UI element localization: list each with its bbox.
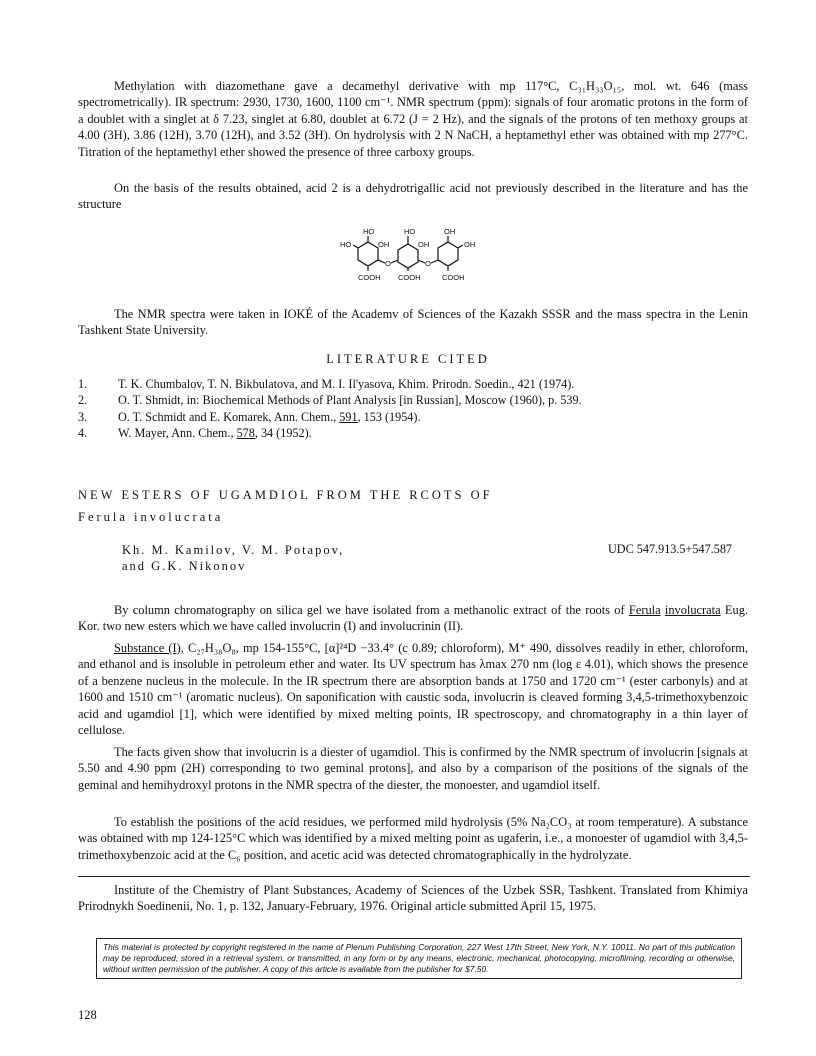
label-cooh-2: COOH bbox=[398, 273, 421, 282]
label-ho-left: HO bbox=[340, 240, 352, 249]
reference-item bbox=[78, 409, 758, 425]
authors-line: and G.K. Nikonov bbox=[122, 559, 247, 573]
literature-cited-heading: LITERATURE CITED bbox=[326, 352, 490, 366]
label-ether-o-2: O bbox=[425, 259, 431, 268]
diester-paragraph: The facts given show that involucrin is a diester of ugamdiol. This is confirmed by the NMR spectrum of involucrin [signals at 5.50 and 4.90 ppm (2H) corresponding to two geminal protons], and also by a comparison of the positions of the signals of the geminal and hemihydroxyl protons in the NMR spectra of the diester, the monoester, and ugamdiol itself. bbox=[78, 745, 748, 792]
institute-footnote: Institute of the Chemistry of Plant Substances, Academy of Sciences of the Uzbek SSR, Tashkent. Translated from Khimiya Prirodnykh Soedinenii, No. 1, p. 132, January-February, 1976. Original article submitted April 15, 1975. bbox=[78, 883, 748, 914]
label-oh-ring1: OH bbox=[378, 240, 390, 249]
article-authors bbox=[122, 542, 344, 574]
reference-number: 3. bbox=[78, 409, 88, 424]
label-cooh-1: COOH bbox=[358, 273, 381, 282]
label-ether-o-1: O bbox=[385, 259, 391, 268]
substance-i-paragraph: Substance (I), C₂₇H₃₈O₈, mp 154-155°C, [α]²⁴D −33.4° (c 0.89; chloroform), M⁺ 490, dissolves readily in ether, chloroform, and ethanol and is insoluble in petroleum ether and water. Its UV spectrum has λmax 270 nm (log ε 4.01), which shows the presence of a benzene nucleus in the molecule. In the IR spectrum there are absorption bands at 1750 and 1720 cm⁻¹ (ester carbonyls) and at 1600 and 1510 cm⁻¹ (aromatic nucleus). On saponification with caustic soda, involucrin is cleaved forming 3,4,5-trimethoxybenzoic acid and ugamdiol [1], which were identified by mixed melting points, IR spectroscopy, and chromatography in a thin layer of cellulose. bbox=[78, 641, 748, 738]
label-ho-top-mid: HO bbox=[404, 227, 416, 236]
reference-text: T. K. Chumbalov, T. N. Bikbulatova, and M. I. Il'yasova, Khim. Prirodn. Soedin., 421 (1974). bbox=[118, 377, 575, 391]
reference-item bbox=[78, 392, 758, 408]
article-title-species: Ferula involucrata bbox=[78, 510, 224, 524]
label-ho-top-left: HO bbox=[363, 227, 375, 236]
reference-text: O. T. Shmidt, in: Biochemical Methods of Plant Analysis [in Russian], Moscow (1960), p. 539. bbox=[118, 393, 582, 408]
copyright-notice: This material is protected by copyright registered in the name of Plenum Publishing Corporation, 227 West 17th Street, New York, N.Y. 10011. No part of this publication may be reproduced, stored in a retrieval system, or transmitted, in any form or by any means, electronic, mechanical, photocopying, microfilming, recording or otherwise, without written permission of the publisher. A copy of this article is available from the publisher for $7.50. bbox=[96, 938, 742, 979]
genus-name: Ferula bbox=[628, 603, 661, 617]
reference-text: O. T. Schmidt and E. Komarek, Ann. Chem., 591, 153 (1954). bbox=[118, 409, 421, 424]
label-oh-top-right: OH bbox=[444, 227, 456, 236]
ring-left bbox=[358, 242, 378, 266]
label-oh-ring2: OH bbox=[418, 240, 430, 249]
dehydrotrigallic-acid-structure bbox=[338, 226, 488, 284]
ring-right bbox=[438, 242, 458, 266]
hydrolysis-paragraph: To establish the positions of the acid residues, we performed mild hydrolysis (5% Na₂CO₃ at room temperature). A substance was obtained with mp 124-125°C which was identified by a mixed melting point as ugaferin, i.e., a monoester of ugamdiol with 3,4,5-trimethoxybenzoic acid at the C₆ position, and acetic acid was detected chromatographically in the hydrolyzate. bbox=[78, 815, 748, 862]
label-cooh-3: COOH bbox=[442, 273, 465, 282]
reference-item bbox=[78, 376, 758, 392]
structure-intro-paragraph: On the basis of the results obtained, acid 2 is a dehydrotrigallic acid not previously described in the literature and has the structure bbox=[78, 181, 748, 212]
reference-text: W. Mayer, Ann. Chem., 578, 34 (1952). bbox=[118, 425, 312, 440]
page-number: 128 bbox=[78, 1008, 97, 1022]
reference-number: 4. bbox=[78, 425, 88, 440]
udc-code: UDC 547.913.5+547.587 bbox=[608, 542, 733, 556]
article-title bbox=[78, 484, 493, 528]
ring-middle bbox=[398, 244, 418, 268]
species-name: involucrata bbox=[664, 603, 721, 617]
reference-list bbox=[78, 376, 758, 441]
methylation-paragraph: Methylation with diazomethane gave a decamethyl derivative with mp 117°C, C₃₁H₃₃O₁₅, mol. wt. 646 (mass spectrometrically). IR spectrum: 2930, 1730, 1600, 1100 cm⁻¹. NMR spectrum (ppm): signals of four aromatic protons in the form of a doublet with a singlet at δ 7.23, singlet at 6.80, doublet at 6.72 (J = 2 Hz), and the signals of the protons of ten methoxy groups at 4.00 (3H), 3.86 (12H), 3.70 (12H), and 3.52 (3H). On hydrolysis with 2 N NaCH, a heptamethyl ether was obtained with mp 277°C. Titration of the heptamethyl ether showed the presence of three carboxy groups. bbox=[78, 79, 748, 159]
reference-item bbox=[78, 425, 758, 441]
nmr-source-paragraph: The NMR spectra were taken in IOKÉ of the Academv of Sciences of the Kazakh SSSR and the mass spectra in the Lenin Tashkent State University. bbox=[78, 307, 748, 338]
substance-label: Substance (I), bbox=[114, 641, 184, 655]
authors-line: Kh. M. Kamilov, V. M. Potapov, bbox=[122, 543, 345, 557]
reference-number: 1. bbox=[78, 377, 88, 391]
article-title-line: NEW ESTERS OF UGAMDIOL FROM THE RCOTS OF bbox=[78, 488, 493, 502]
reference-number: 2. bbox=[78, 393, 88, 408]
intro-paragraph: By column chromatography on silica gel we have isolated from a methanolic extract of the roots of Ferula involucrata Eug. Kor. two new esters which we have called involucrin (I) and involucrinin (II). bbox=[78, 603, 748, 634]
footnote-divider bbox=[78, 876, 750, 877]
label-oh-right: OH bbox=[464, 240, 476, 249]
